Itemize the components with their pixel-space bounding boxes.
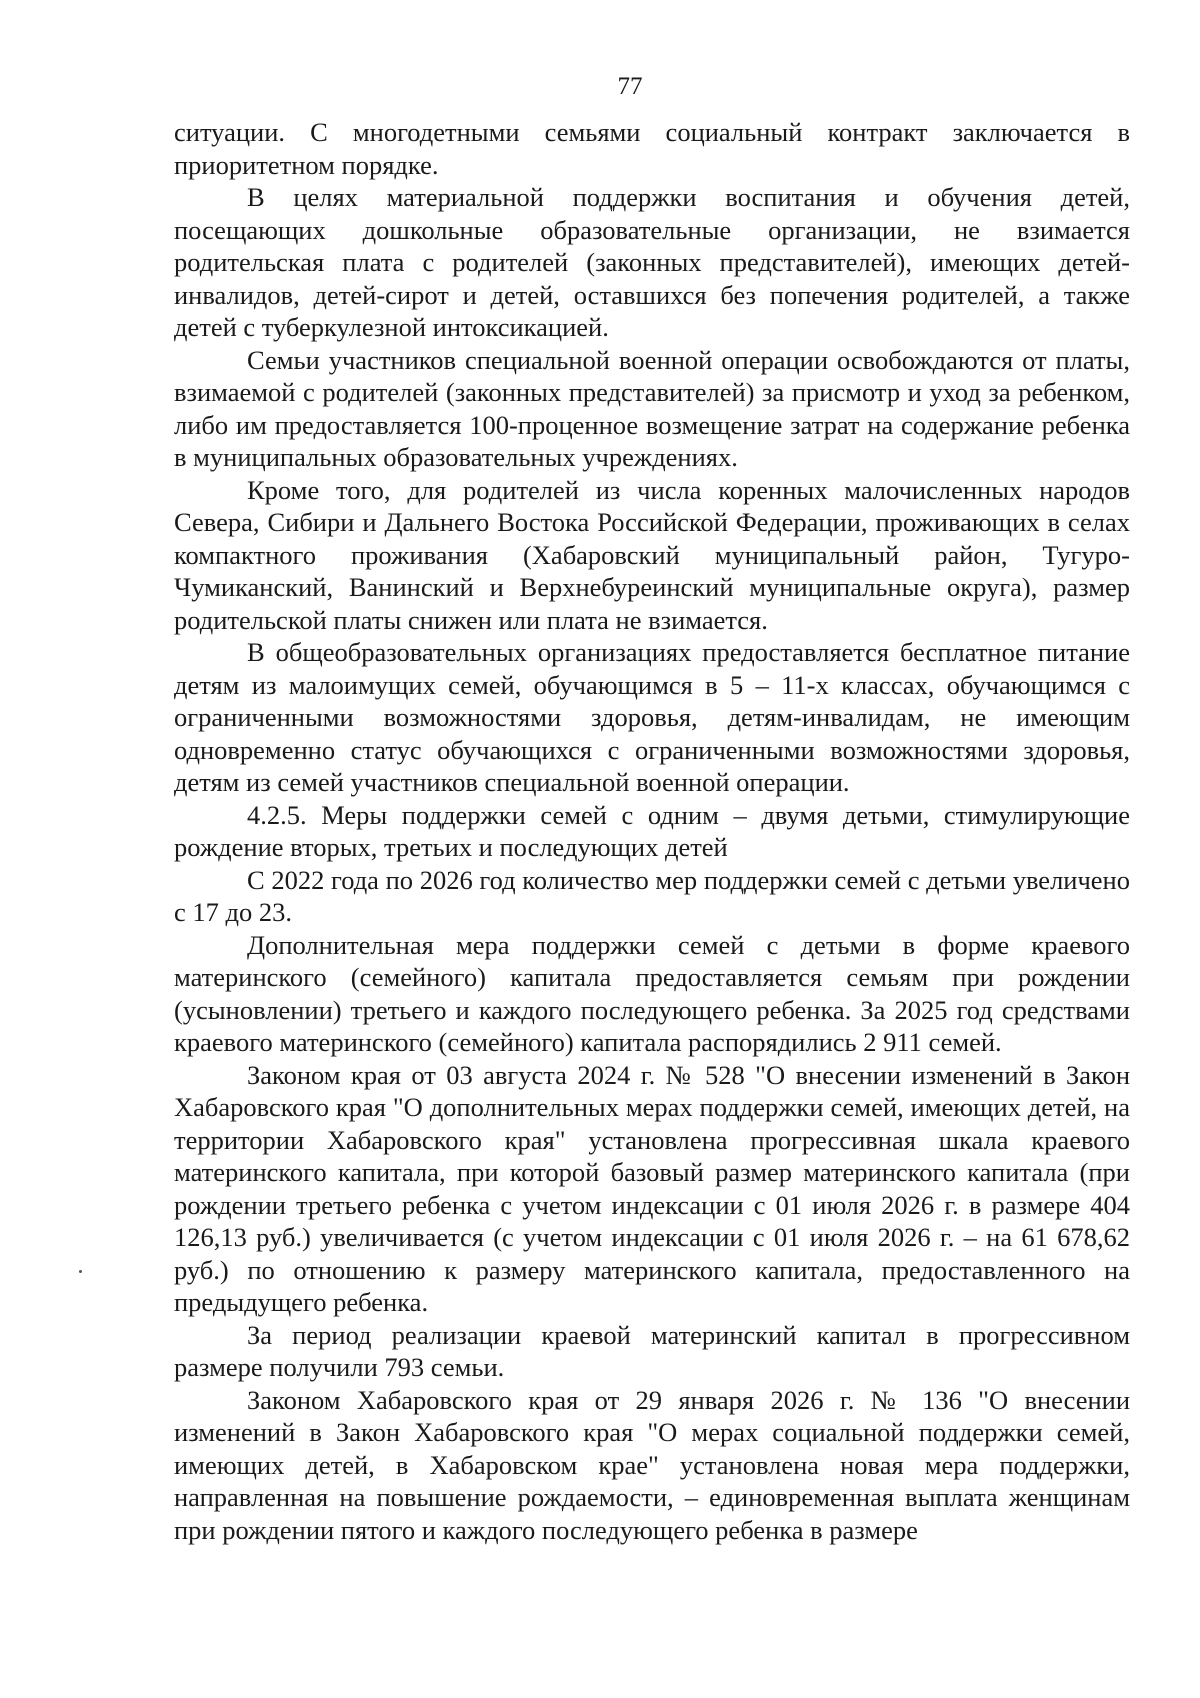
paragraph-law-528: Законом края от 03 августа 2024 г. № 528 "О внесении изменений в Закон Хабаровского края "О дополнительных мерах поддержки семей, имеющих детей, на территории Хабаровского края" установлена прогрессивная шкала краевого материнского капитала, при которой базовый размер материнского капитала (при рождении третьего ребенка с учетом индексации с 01 июля 2026 г. в размере 404 126,13 руб.) увеличивается (с учетом индексации с 01 июля 2026 г. – на 61 678,62 руб.) по отношению к размеру материнского капитала, предоставленного на предыдущего ребенка. [174, 1059, 1130, 1317]
paragraph-indigenous-peoples: Кроме того, для родителей из числа коренных малочисленных народов Севера, Сибири и Дальнего Востока Российской Федерации, проживающих в селах компактного проживания (Хабаровский муниципальный район, Тугуро-Чумиканский, Ванинский и Верхнебуреинский муниципальные округа), размер родительской платы снижен или плата не взимается. [174, 474, 1130, 635]
scan-speck [79, 1270, 82, 1273]
document-body [174, 116, 1130, 1546]
paragraph-svo-families: Семьи участников специальной военной операции освобождаются от платы, взимаемой с родителей (законных представителей) за присмотр и уход за ребенком, либо им предоставляется 100-проценное возмещение затрат на содержание ребенка в муниципальных образовательных учреждениях. [174, 344, 1130, 472]
paragraph-free-meals: В общеобразовательных организациях предоставляется бесплатное питание детям из малоимущих семей, обучающимся в 5 – 11-х классах, обучающимся с ограниченными возможностями здоровья, детям-инвалидам, не имеющим одновременно статус обучающихся с ограниченными возможностями здоровья, детям из семей участников специальной военной операции. [174, 637, 1130, 797]
paragraph-preschool-fee: В целях материальной поддержки воспитания и обучения детей, посещающих дошкольные образовательные организации, не взимается родительская плата с родителей (законных представителей), имеющих детей-инвалидов, детей-сирот и детей, оставшихся без попечения родителей, а также детей с туберкулезной интоксикацией. [174, 182, 1130, 342]
page-number: 77 [617, 73, 643, 100]
paragraph-maternity-capital: Дополнительная мера поддержки семей с детьми в форме краевого материнского (семейного) капитала предоставляется семьям при рождении (усыновлении) третьего и каждого последующего ребенка. За 2025 год средствами краевого материнского (семейного) капитала распорядились 2 911 семей. [174, 929, 1130, 1057]
paragraph-progressive-capital: За период реализации краевой материнский капитал в прогрессивном размере получили 793 семьи. [174, 1319, 1130, 1382]
paragraph-law-136: Законом Хабаровского края от 29 января 2026 г. № 136 "О внесении изменений в Закон Хабаровского края "О мерах социальной поддержки семей, имеющих детей, в Хабаровском крае" установлена новая мера поддержки, направленная на повышение рождаемости, – единовременная выплата женщинам при рождении пятого и каждого последующего ребенка в размере [174, 1384, 1130, 1545]
section-heading-4-2-5: 4.2.5. Меры поддержки семей с одним – двумя детьми, стимулирующие рождение вторых, третьих и последующих детей [174, 799, 1130, 862]
paragraph-continuation: ситуации. С многодетными семьями социальный контракт заключается в приоритетном порядке. [174, 117, 1130, 180]
paragraph-support-measures-count: С 2022 года по 2026 год количество мер поддержки семей с детьми увеличено с 17 до 23. [174, 864, 1130, 927]
